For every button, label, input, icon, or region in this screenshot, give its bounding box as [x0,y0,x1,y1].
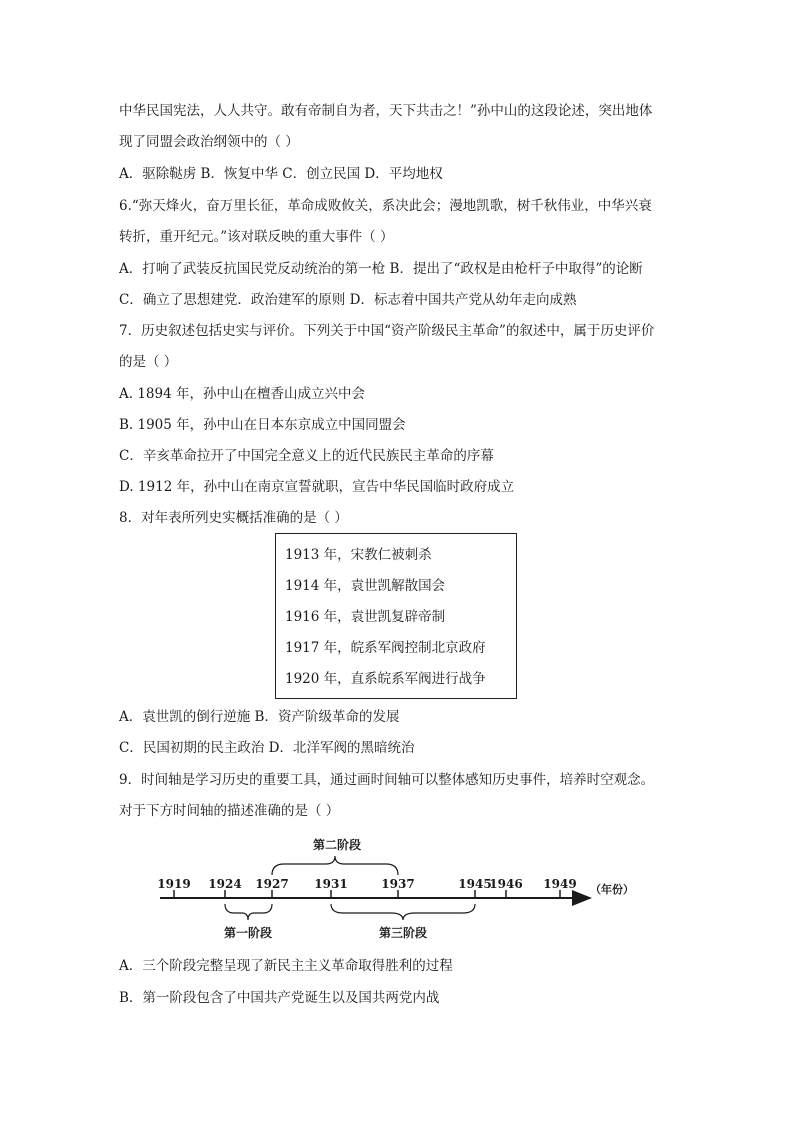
stage1-label: 第一阶段 [223,926,273,940]
stage2-brace [272,856,398,875]
chronology-row: 1917 年，皖系军阀控制北京政府 [285,640,486,656]
stage1-brace [225,904,272,920]
q7-stem-line2: 的是（ ） [119,354,178,370]
year-label-1945: 1945 [458,877,492,891]
year-label-1946: 1946 [489,877,523,891]
axis-unit-label: （年份） [590,883,634,896]
q5-stem-line2: 现了同盟会政治纲领中的（ ） [119,134,299,150]
q6-stem-line2: 转折，重开纪元。”该对联反映的重大事件（ ） [119,229,394,245]
timeline-diagram [150,830,640,950]
year-label-1937: 1937 [381,877,415,891]
year-label-1931: 1931 [314,877,348,891]
q7-option-d: D. 1912 年，孙中山在南京宣誓就职，宣告中华民国临时政府成立 [119,479,515,495]
q6-options-cd: C．确立了思想建党．政治建军的原则 D．标志着中国共产党从幼年走向成熟 [119,292,577,308]
chronology-row: 1920 年，直系皖系军阀进行战争 [285,671,486,687]
q7-stem-line1: 7．历史叙述包括史实与评价。下列关于中国“资产阶级民主革命”的叙述中，属于历史评价 [119,323,655,339]
q9-option-b: B．第一阶段包含了中国共产党诞生以及国共两党内战 [119,990,440,1006]
q6-stem-line1: 6.“弥天烽火，奋万里长征，革命成败攸关，系决此会；漫地凯歌，树千秋伟业，中华兴衰 [119,198,652,214]
q5-options: A．驱除鞑虏 B．恢复中华 C．创立民国 D．平均地权 [119,166,443,182]
chronology-row: 1916 年，袁世凯复辟帝制 [285,609,446,625]
q7-option-a: A. 1894 年，孙中山在檀香山成立兴中会 [119,386,365,402]
year-label-1949: 1949 [543,877,577,891]
q9-stem-line2: 对于下方时间轴的描述准确的是（ ） [119,803,340,819]
q8-options-cd: C．民国初期的民主政治 D．北洋军阀的黑暗统治 [119,740,415,756]
q7-option-b: B. 1905 年，孙中山在日本东京成立中国同盟会 [119,417,406,433]
q7-option-c: C．辛亥革命拉开了中国完全意义上的近代民族民主革命的序幕 [119,448,494,464]
year-label-1919: 1919 [157,877,191,891]
year-label-1924: 1924 [208,877,242,891]
chronology-table [275,533,517,699]
chronology-row: 1913 年，宋教仁被刺杀 [285,547,432,563]
stage3-label: 第三阶段 [378,926,428,940]
stage3-brace [331,904,475,920]
q9-stem-line1: 9．时间轴是学习历史的重要工具，通过画时间轴可以整体感知历史事件，培养时空观念。 [119,772,655,788]
q8-options-ab: A．袁世凯的倒行逆施 B．资产阶级革命的发展 [119,709,400,725]
chronology-row: 1914 年，袁世凯解散国会 [285,578,446,594]
q5-stem-line1: 中华民国宪法，人人共守。敢有帝制自为者，天下共击之！”孙中山的这段论述，突出地体 [119,103,653,119]
q8-stem: 8．对年表所列史实概括准确的是（ ） [119,510,348,526]
q9-option-a: A．三个阶段完整呈现了新民主主义革命取得胜利的过程 [119,958,453,974]
q6-options-ab: A．打响了武装反抗国民党反动统治的第一枪 B．提出了“政权是由枪杆子中取得”的论断 [119,261,643,277]
stage2-label: 第二阶段 [312,838,362,852]
year-label-1927: 1927 [255,877,289,891]
